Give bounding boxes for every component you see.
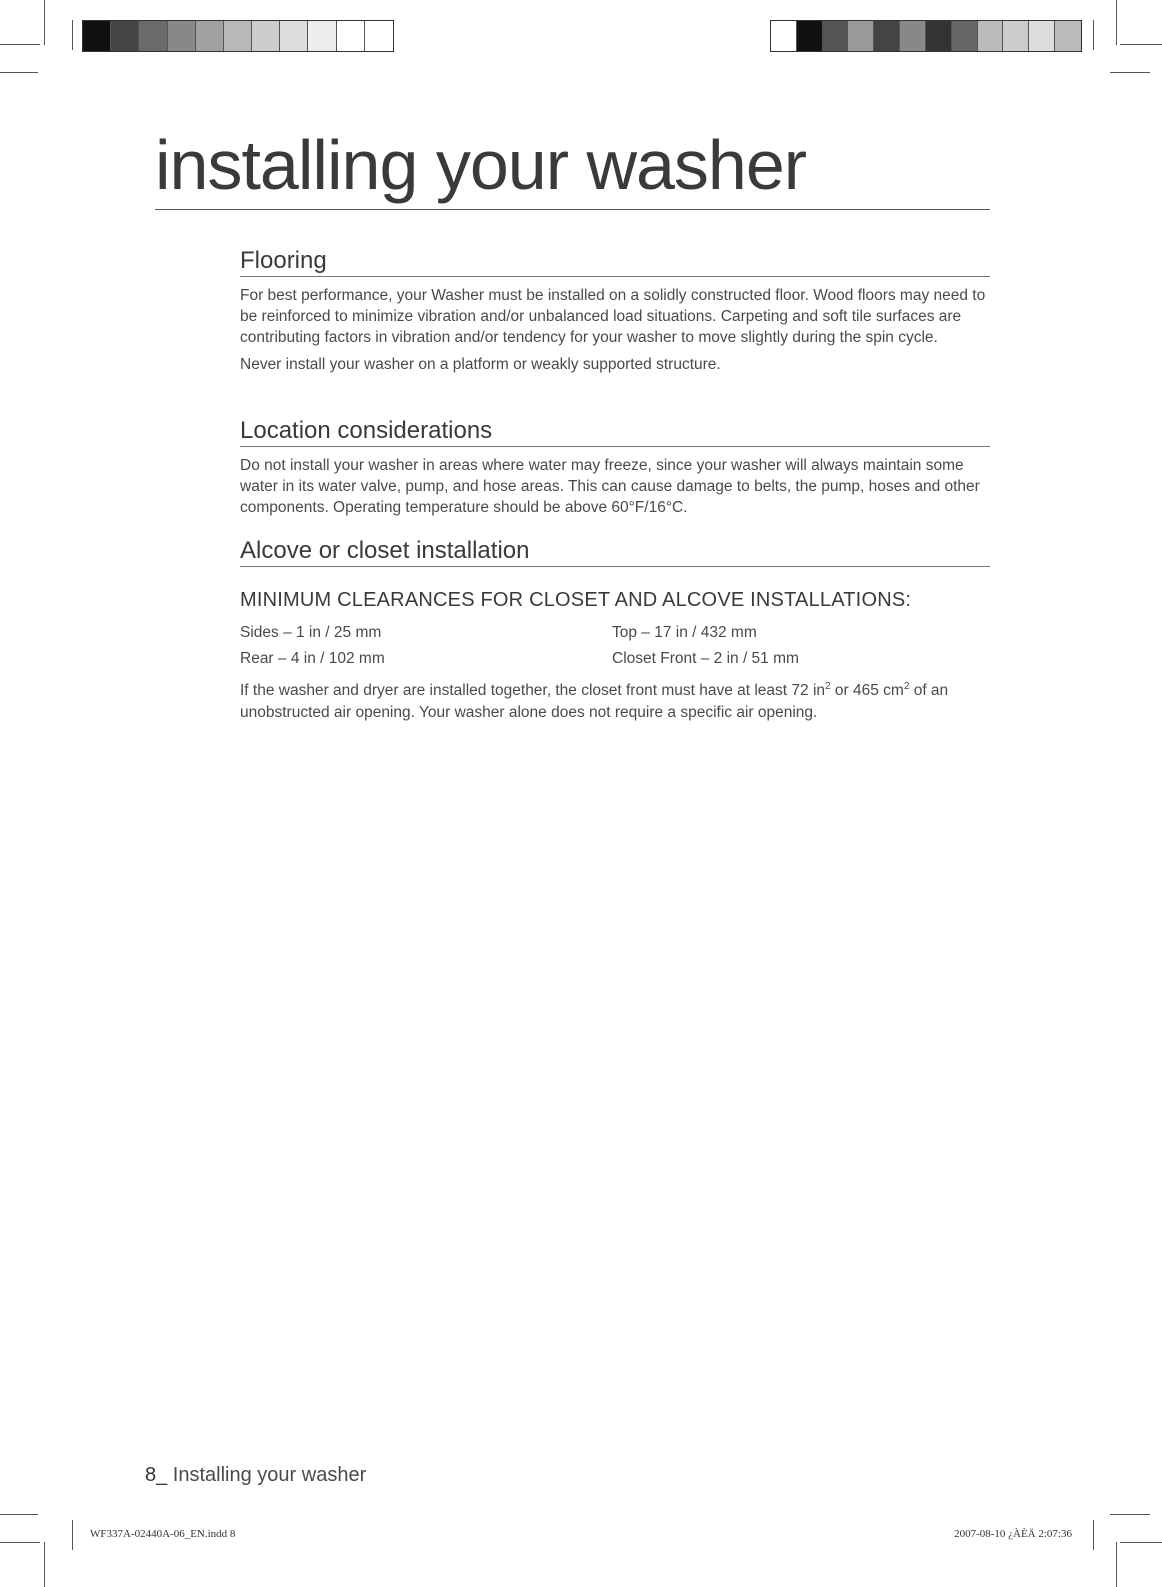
crop-mark [0,72,38,73]
page-title: installing your washer [155,126,807,204]
color-swatch [280,21,308,51]
color-swatch [365,21,393,51]
section-heading: Location considerations [240,418,990,447]
title-rule [155,209,990,210]
crop-mark [44,1542,45,1587]
note-text: of an unobstructed air opening. Your washer alone does not require a specific air opening. [240,682,949,721]
crop-mark [1120,44,1162,45]
crop-mark [1093,20,1094,50]
color-swatch [252,21,280,51]
clearance-front: Closet Front – 2 in / 51 mm [612,650,799,668]
color-swatch [139,21,167,51]
registration-bar-right [770,20,1082,52]
crop-mark [72,1520,73,1550]
page-number: 8_ [145,1464,168,1486]
crop-mark [44,0,45,45]
crop-mark [1116,1542,1117,1587]
crop-mark [72,20,73,50]
color-swatch [848,21,874,51]
color-swatch [1029,21,1055,51]
color-swatch [874,21,900,51]
registration-bar-left [82,20,394,52]
color-swatch [308,21,336,51]
clearance-rear: Rear – 4 in / 102 mm [240,650,385,668]
crop-mark [0,1542,40,1543]
section-alcove [240,538,990,729]
paragraph: Do not install your washer in areas where water may freeze, since your washer will always maintain some water in its water valve, pump, and hose areas. This can cause damage to belts, the pump, hoses and other components. Operating temperature should be above 60°F/16°C. [240,457,980,517]
paragraph [240,676,990,722]
color-swatch [337,21,365,51]
color-swatch [823,21,849,51]
footer-section-label: Installing your washer [167,1464,367,1486]
clearance-top: Top – 17 in / 432 mm [612,624,757,642]
crop-mark [1116,0,1117,45]
color-swatch [926,21,952,51]
clearances-heading: MINIMUM CLEARANCES FOR CLOSET AND ALCOVE INSTALLATIONS: [240,589,912,612]
crop-mark [1110,72,1150,73]
page-footer [145,1464,366,1487]
color-swatch [83,21,111,51]
crop-mark [0,1514,38,1515]
color-swatch [952,21,978,51]
crop-mark [0,44,40,45]
print-timestamp: 2007-08-10 ¿ÀÈÄ 2:07:36 [954,1528,1072,1540]
clearances-table [240,624,990,668]
crop-mark [1120,1542,1162,1543]
superscript: 2 [903,681,910,693]
color-swatch [797,21,823,51]
color-swatch [111,21,139,51]
note-text: or 465 cm [830,682,904,700]
clearance-sides: Sides – 1 in / 25 mm [240,624,382,642]
paragraph: Never install your washer on a platform or weakly supported structure. [240,356,721,374]
color-swatch [900,21,926,51]
color-swatch [1003,21,1029,51]
crop-mark [1093,1520,1094,1550]
crop-mark [1110,1514,1150,1515]
section-heading: Flooring [240,248,990,277]
section-heading: Alcove or closet installation [240,538,990,567]
file-name: WF337A-02440A-06_EN.indd 8 [90,1528,236,1540]
note-text: If the washer and dryer are installed together, the closet front must have at least 72 in [240,682,826,700]
color-swatch [1055,21,1081,51]
color-swatch [224,21,252,51]
superscript: 2 [825,681,831,693]
paragraph: For best performance, your Washer must be installed on a solidly constructed floor. Wood floors may need to be reinforced to minimize vibration and/or unbalanced load situations. Carpeting and soft tile surfaces are contributing factors in vibration and/or tendency for your washer to move slightly during the spin cycle. [240,287,986,347]
color-swatch [168,21,196,51]
color-swatch [978,21,1004,51]
color-swatch [771,21,797,51]
section-location [240,418,990,524]
color-swatch [196,21,224,51]
section-flooring [240,248,990,381]
